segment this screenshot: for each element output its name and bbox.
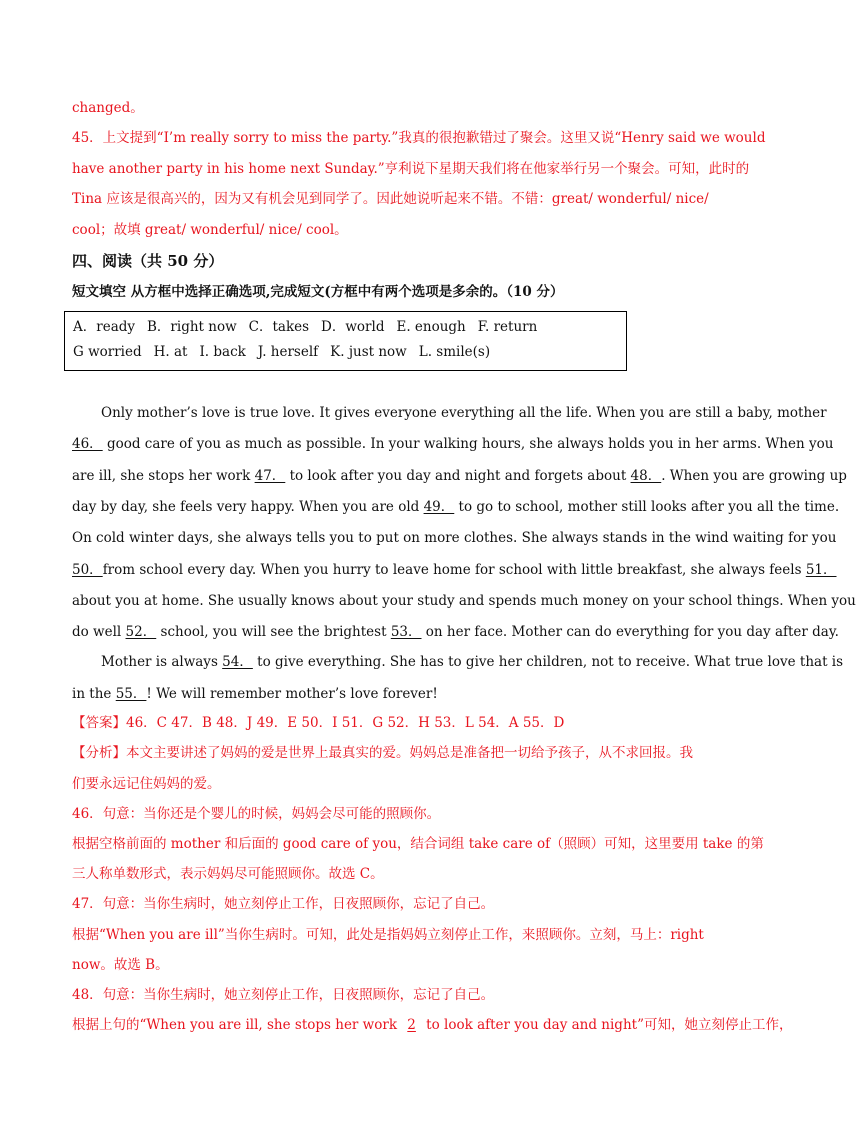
blank-51: 51． xyxy=(805,562,837,578)
passage-line: 50．from school every day. When you hurry to leave home for school with little breakfast, she always feels 51． xyxy=(72,562,837,578)
analysis-line: 根据空格前面的 mother 和后面的 good care of you，结合词组 take care of（照顾）可知，这里要用 take 的第 xyxy=(72,836,764,852)
option-item: G worried xyxy=(73,344,142,360)
section-title: 四、阅读（共 50 分） xyxy=(72,252,224,270)
blank-46: 46． xyxy=(72,436,103,452)
option-item: F. return xyxy=(477,319,538,335)
blank-55: 55． xyxy=(115,686,147,702)
options-row-1 xyxy=(73,317,549,337)
blank-50: 50． xyxy=(72,562,103,578)
options-row-2 xyxy=(73,342,502,362)
option-item: H. at xyxy=(153,344,188,360)
option-item: D．world xyxy=(321,319,385,335)
passage-line: do well 52． school, you will see the brightest 53． on her face. Mother can do everything for you day after day. xyxy=(72,624,839,640)
analysis-line: 三人称单数形式，表示妈妈尽可能照顾你。故选 C。 xyxy=(72,866,384,882)
analysis-line: 【分析】本文主要讲述了妈妈的爱是世界上最真实的爱。妈妈总是准备把一切给予孩子，从不求回报。我 xyxy=(72,745,693,761)
option-item: E. enough xyxy=(396,319,466,335)
passage-line: On cold winter days, she always tells you to put on more clothes. She always stands in the wind waiting for you xyxy=(72,530,837,546)
passage-line: day by day, she feels very happy. When you are old 49． to go to school, mother still looks after you all the time. xyxy=(72,499,840,515)
option-item: L. smile(s) xyxy=(418,344,491,360)
blank-inline: 2 xyxy=(407,1017,416,1033)
passage-line: Only mother’s love is true love. It gives everyone everything all the life. When you are still a baby, mother xyxy=(101,405,827,421)
passage-line: are ill, she stops her work 47． to look after you day and night and forgets about 48．. When you are growing up xyxy=(72,468,847,484)
blank-47: 47． xyxy=(254,468,286,484)
option-item: K. just now xyxy=(330,344,407,360)
answer-line: 【答案】46．C 47．B 48．J 49．E 50．I 51．G 52．H 53．L 54．A 55．D xyxy=(72,715,565,731)
option-item: J. herself xyxy=(257,344,319,360)
text-line: cool；故填 great/ wonderful/ nice/ cool。 xyxy=(72,222,348,238)
option-item: A．ready xyxy=(73,319,136,335)
option-item: I. back xyxy=(199,344,246,360)
passage-line: 46． good care of you as much as possible. In your walking hours, she always holds you in her arms. When you xyxy=(72,436,834,452)
passage-line: in the 55．! We will remember mother’s love forever! xyxy=(72,686,438,702)
blank-48: 48． xyxy=(630,468,662,484)
section-instruction: 短文填空 从方框中选择正确选项,完成短文(方框中有两个选项是多余的。（10 分） xyxy=(72,284,564,300)
analysis-line: 根据上句的“When you are ill, she stops her work 2 to look after you day and night”可知，她立刻停止工作， xyxy=(72,1017,793,1033)
text-line: changed。 xyxy=(72,100,144,116)
analysis-line: 根据“When you are ill”当你生病时。可知，此处是指妈妈立刻停止工作，来照顾你。立刻，马上：right xyxy=(72,927,704,943)
text-line: Tina 应该是很高兴的，因为又有机会见到同学了。因此她说听起来不错。不错：great/ wonderful/ nice/ xyxy=(72,191,709,207)
option-item: B．right now xyxy=(147,319,237,335)
options-box xyxy=(64,311,627,371)
blank-49: 49． xyxy=(423,499,455,515)
analysis-line: 48．句意：当你生病时，她立刻停止工作，日夜照顾你，忘记了自己。 xyxy=(72,987,495,1003)
passage-line: about you at home. She usually knows about your study and spends much money on your school things. When you xyxy=(72,593,856,609)
analysis-tag: 【分析】 xyxy=(72,745,126,761)
answer-tag: 【答案】 xyxy=(72,715,126,731)
option-item: C．takes xyxy=(248,319,310,335)
analysis-line: 们要永远记住妈妈的爱。 xyxy=(72,776,221,792)
blank-52: 52． xyxy=(125,624,157,640)
blank-53: 53． xyxy=(390,624,422,640)
blank-54: 54． xyxy=(222,654,253,670)
text-line: 45．上文提到“I’m really sorry to miss the party.”我真的很抱歉错过了聚会。这里又说“Henry said we would xyxy=(72,130,766,146)
text-line: have another party in his home next Sunday.”亨利说下星期天我们将在他家举行另一个聚会。可知，此时的 xyxy=(72,161,750,177)
analysis-line: now。故选 B。 xyxy=(72,957,169,973)
analysis-line: 46．句意：当你还是个婴儿的时候，妈妈会尽可能的照顾你。 xyxy=(72,806,441,822)
analysis-line: 47．句意：当你生病时，她立刻停止工作，日夜照顾你，忘记了自己。 xyxy=(72,896,495,912)
passage-line: Mother is always 54． to give everything. She has to give her children, not to receive. What true love that is xyxy=(101,654,844,670)
